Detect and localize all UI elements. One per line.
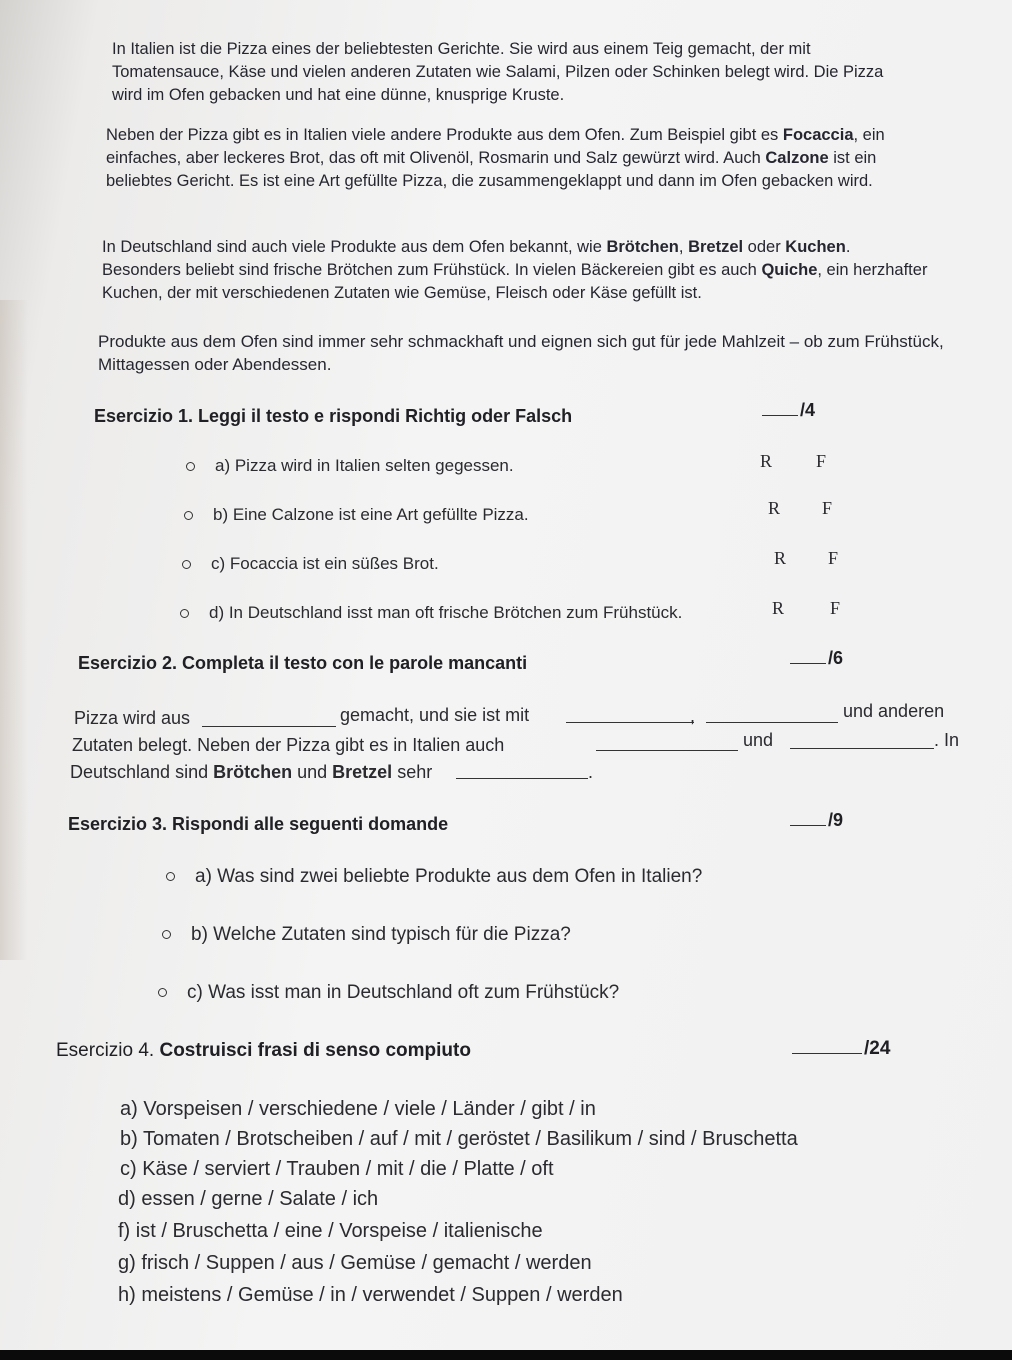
ex1-item-text: a) Pizza wird in Italien selten gegessen. [215, 456, 514, 475]
ex2-score [790, 648, 843, 669]
paragraph-2 [106, 124, 924, 193]
score-line [790, 663, 826, 664]
blank-field[interactable] [456, 778, 588, 779]
richtig-option[interactable]: R [768, 498, 781, 518]
ex3-question-text: a) Was sind zwei beliebte Produkte aus dem Ofen in Italien? [195, 866, 703, 887]
p2-text-c: , ein einfaches, aber leckeres Brot, das oft mit Olivenöl, Rosmarin und Salz gewürzt wird. Auch [106, 126, 885, 167]
cloze-line1-d: und anderen [843, 701, 945, 721]
p3-bold-quiche: Quiche [761, 261, 818, 279]
richtig-option[interactable]: R [760, 451, 773, 471]
cloze-line2-b: und [743, 730, 774, 750]
bullet-icon [182, 560, 191, 569]
cloze-line1-comma: , [690, 706, 696, 726]
p3-text-e: . Besonders beliebt sind frische Brötchen zum Frühstück. In vielen Bäckereien gibt es auch [102, 238, 851, 279]
p3-text-a: In Deutschland sind auch viele Produkte aus dem Ofen bekannt, wie [102, 238, 607, 256]
blank-field[interactable] [706, 722, 838, 723]
ex1-score-value: /4 [800, 400, 816, 420]
ex1-item-text: c) Focaccia ist ein süßes Brot. [211, 554, 439, 573]
cloze-line2-a: Zutaten belegt. Neben der Pizza gibt es in Italien auch [72, 735, 505, 755]
finger-shadow [0, 300, 28, 960]
blank-field[interactable] [566, 722, 694, 723]
ex1-score [762, 400, 815, 421]
bullet-icon [162, 930, 171, 939]
ex3-question-a [166, 866, 702, 888]
cloze-line3-e: sehr [392, 762, 433, 782]
p2-bold-focaccia: Focaccia [782, 126, 854, 144]
cloze-bold-broetchen: Brötchen [213, 762, 293, 782]
ex3-score-value: /9 [828, 810, 844, 830]
p3-text-d: oder [743, 238, 786, 256]
ex4-item-a: a) Vorspeisen / verschiedene / viele / Länder / gibt / in [120, 1098, 596, 1120]
ex3-question-text: c) Was isst man in Deutschland oft zum Frühstück? [187, 982, 620, 1003]
p2-text-d: ist ein beliebtes Gericht. Es ist eine Art gefüllte Pizza, die zusammengeklappt und dann im Ofen gebacken wird. [106, 149, 877, 190]
cloze-line1-b: gemacht, und sie ist mit [340, 705, 530, 725]
cloze-line2-c: . In [934, 730, 960, 750]
ex3-question-text: b) Welche Zutaten sind typisch für die Pizza? [191, 924, 571, 945]
falsch-option[interactable]: F [816, 451, 827, 471]
paragraph-3 [102, 236, 932, 305]
ex4-score-value: /24 [864, 1038, 891, 1059]
p3-bold-kuchen: Kuchen [785, 238, 846, 256]
score-line [792, 1053, 862, 1054]
ex4-item-b: b) Tomaten / Brotscheiben / auf / mit / geröstet / Basilikum / sind / Bruschetta [120, 1128, 798, 1150]
ex4-title-text: Costruisci frasi di senso compiuto [159, 1040, 471, 1061]
ex1-title: Esercizio 1. Leggi il testo e rispondi Richtig oder Falsch [94, 406, 573, 426]
p3-text-c: , [678, 238, 689, 256]
falsch-option[interactable]: F [822, 498, 833, 518]
ex4-title [56, 1040, 471, 1062]
ex4-score [792, 1038, 890, 1060]
ex1-item-b [184, 505, 529, 525]
p3-bold-bretzel: Bretzel [688, 238, 744, 256]
score-line [790, 825, 826, 826]
falsch-option[interactable]: F [830, 598, 841, 618]
ex1-item-text: d) In Deutschland isst man oft frische Brötchen zum Frühstück. [209, 603, 683, 622]
cloze-line3-a: Deutschland sind [70, 762, 214, 782]
ex1-item-text: b) Eine Calzone ist eine Art gefüllte Pizza. [213, 505, 529, 524]
ex4-item-f: f) ist / Bruschetta / eine / Vorspeise / italienische [118, 1220, 543, 1242]
bullet-icon [166, 872, 175, 881]
blank-field[interactable] [202, 726, 336, 727]
p3-text-f: , ein herzhafter Kuchen, der mit verschiedenen Zutaten wie Gemüse, Fleisch oder Käse gefüllt ist. [102, 261, 928, 302]
bullet-icon [158, 988, 167, 997]
blank-field[interactable] [596, 750, 738, 751]
paragraph-1: In Italien ist die Pizza eines der beliebtesten Gerichte. Sie wird aus einem Teig gemacht, der mit Tomatensauce, Käse und vielen anderen Zutaten wie Salami, Pilzen oder Schinken belegt wird. Die Pizza wird im Ofen gebacken und hat eine dünne, knusprige Kruste. [112, 40, 884, 104]
ex3-question-b [162, 924, 571, 946]
score-line [762, 415, 798, 416]
p2-text-a: Neben der Pizza gibt es in Italien viele andere Produkte aus dem Ofen. Zum Beispiel gibt es [106, 126, 783, 144]
ex4-item-d: d) essen / gerne / Salate / ich [118, 1188, 379, 1210]
p2-bold-calzone: Calzone [765, 149, 829, 167]
richtig-option[interactable]: R [772, 598, 785, 618]
bullet-icon [184, 511, 193, 520]
cloze-line1-a: Pizza wird aus [74, 708, 191, 728]
ex3-question-c [158, 982, 619, 1004]
bullet-icon [186, 462, 195, 471]
p3-bold-broetchen: Brötchen [606, 238, 679, 256]
ex3-score [790, 810, 843, 831]
paragraph-4: Produkte aus dem Ofen sind immer sehr schmackhaft und eignen sich gut für jede Mahlzeit – ob zum Frühstück, Mittagessen oder Abendessen. [98, 332, 944, 374]
ex4-item-c: c) Käse / serviert / Trauben / mit / die / Platte / oft [120, 1158, 554, 1180]
falsch-option[interactable]: F [828, 548, 839, 568]
bottom-edge [0, 1350, 1012, 1360]
ex1-item-c [182, 554, 439, 574]
ex1-item-d [180, 603, 682, 623]
ex2-title: Esercizio 2. Completa il testo con le parole mancanti [78, 653, 528, 673]
cloze-line3-c: und [292, 762, 333, 782]
blank-field[interactable] [790, 748, 934, 749]
ex4-item-g: g) frisch / Suppen / aus / Gemüse / gemacht / werden [118, 1252, 592, 1274]
ex1-item-a [186, 456, 514, 476]
ex4-item-h: h) meistens / Gemüse / in / verwendet / Suppen / werden [118, 1284, 623, 1306]
cloze-bold-bretzel: Bretzel [332, 762, 393, 782]
ex2-score-value: /6 [828, 648, 844, 668]
richtig-option[interactable]: R [774, 548, 787, 568]
ex4-title-number: Esercizio 4. [56, 1040, 160, 1061]
bullet-icon [180, 609, 189, 618]
cloze-line3 [70, 762, 432, 783]
ex3-title: Esercizio 3. Rispondi alle seguenti domande [68, 814, 449, 834]
cloze-line3-end: . [588, 762, 594, 782]
